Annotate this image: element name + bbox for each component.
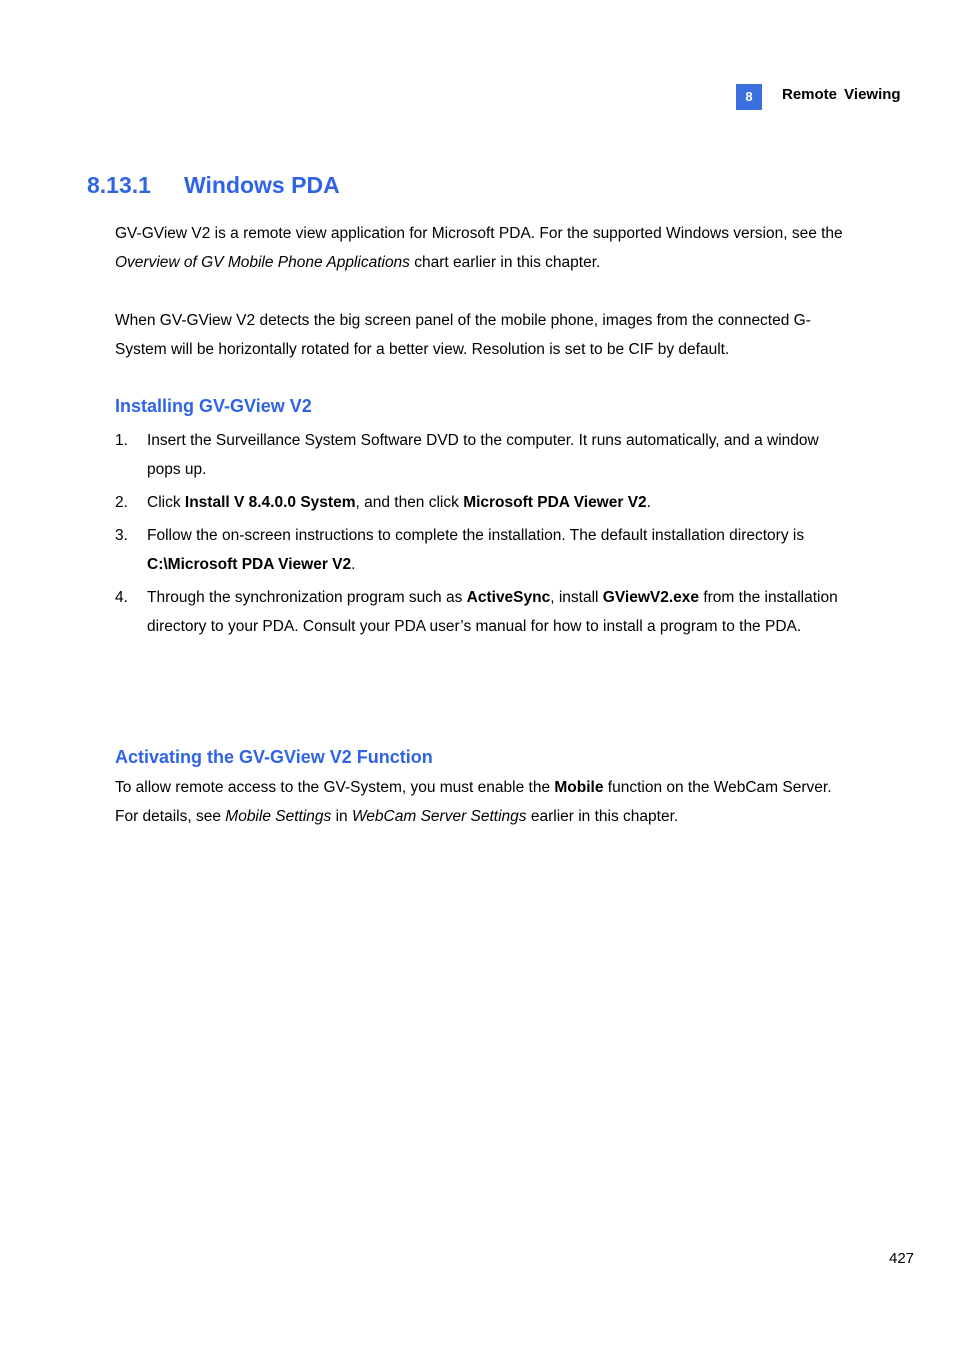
step-number: 1. bbox=[115, 432, 128, 449]
list-item bbox=[115, 488, 845, 517]
chapter-title: Remote Viewing bbox=[782, 86, 901, 103]
step-number: 2. bbox=[115, 494, 128, 511]
mobile-function: Mobile bbox=[554, 779, 604, 796]
install-directory: C:\Microsoft PDA Viewer V2 bbox=[147, 556, 352, 573]
sync-program: ActiveSync bbox=[466, 589, 551, 606]
activating-heading: Activating the GV-GView V2 Function bbox=[115, 747, 433, 767]
chapter-number-badge: 8 bbox=[736, 84, 762, 110]
installation-steps bbox=[115, 426, 845, 645]
page-number: 427 bbox=[889, 1250, 915, 1267]
program-file: GViewV2.exe bbox=[602, 589, 700, 606]
list-item bbox=[115, 521, 845, 579]
step-number: 3. bbox=[115, 527, 128, 544]
step-text: Insert the Surveillance System Software DVD to the computer. It runs automatically, and a window pops up. bbox=[147, 432, 819, 478]
chart-reference: Overview of GV Mobile Phone Applications bbox=[115, 254, 410, 271]
mobile-settings-reference: Mobile Settings bbox=[225, 808, 332, 825]
step-text: Follow the on-screen instructions to complete the installation. The default installation directory is C:\Microsoft PDA Viewer V2. bbox=[147, 527, 805, 573]
step-text: Through the synchronization program such as ActiveSync, install GViewV2.exe from the installation directory to your PDA. Consult your PDA user’s manual for how to install a program to the PDA. bbox=[147, 589, 838, 635]
section-number: 8.13.1 bbox=[87, 172, 151, 198]
installing-heading: Installing GV-GView V2 bbox=[115, 396, 312, 416]
step-number: 4. bbox=[115, 589, 128, 606]
list-item bbox=[115, 426, 845, 484]
intro-paragraph-1: GV-GView V2 is a remote view application for Microsoft PDA. For the supported Windows version, see the Overview of GV Mobile Phone Applications chart earlier in this chapter. bbox=[115, 225, 843, 271]
list-item bbox=[115, 583, 845, 641]
section-title: Windows PDA bbox=[184, 172, 340, 198]
section-heading bbox=[87, 172, 340, 199]
activating-paragraph: To allow remote access to the GV-System, you must enable the Mobile function on the WebCam Server. For details, see Mobile Settings in WebCam Server Settings earlier in this chapter. bbox=[115, 779, 832, 825]
viewer-option: Microsoft PDA Viewer V2 bbox=[463, 494, 647, 511]
step-text: Click Install V 8.4.0.0 System, and then click Microsoft PDA Viewer V2. bbox=[147, 494, 651, 511]
install-option: Install V 8.4.0.0 System bbox=[184, 494, 356, 511]
webcam-settings-reference: WebCam Server Settings bbox=[351, 808, 527, 825]
intro-paragraph-2: When GV-GView V2 detects the big screen panel of the mobile phone, images from the connected G-System will be horizontally rotated for a better view. Resolution is set to be CIF by default. bbox=[115, 312, 811, 358]
